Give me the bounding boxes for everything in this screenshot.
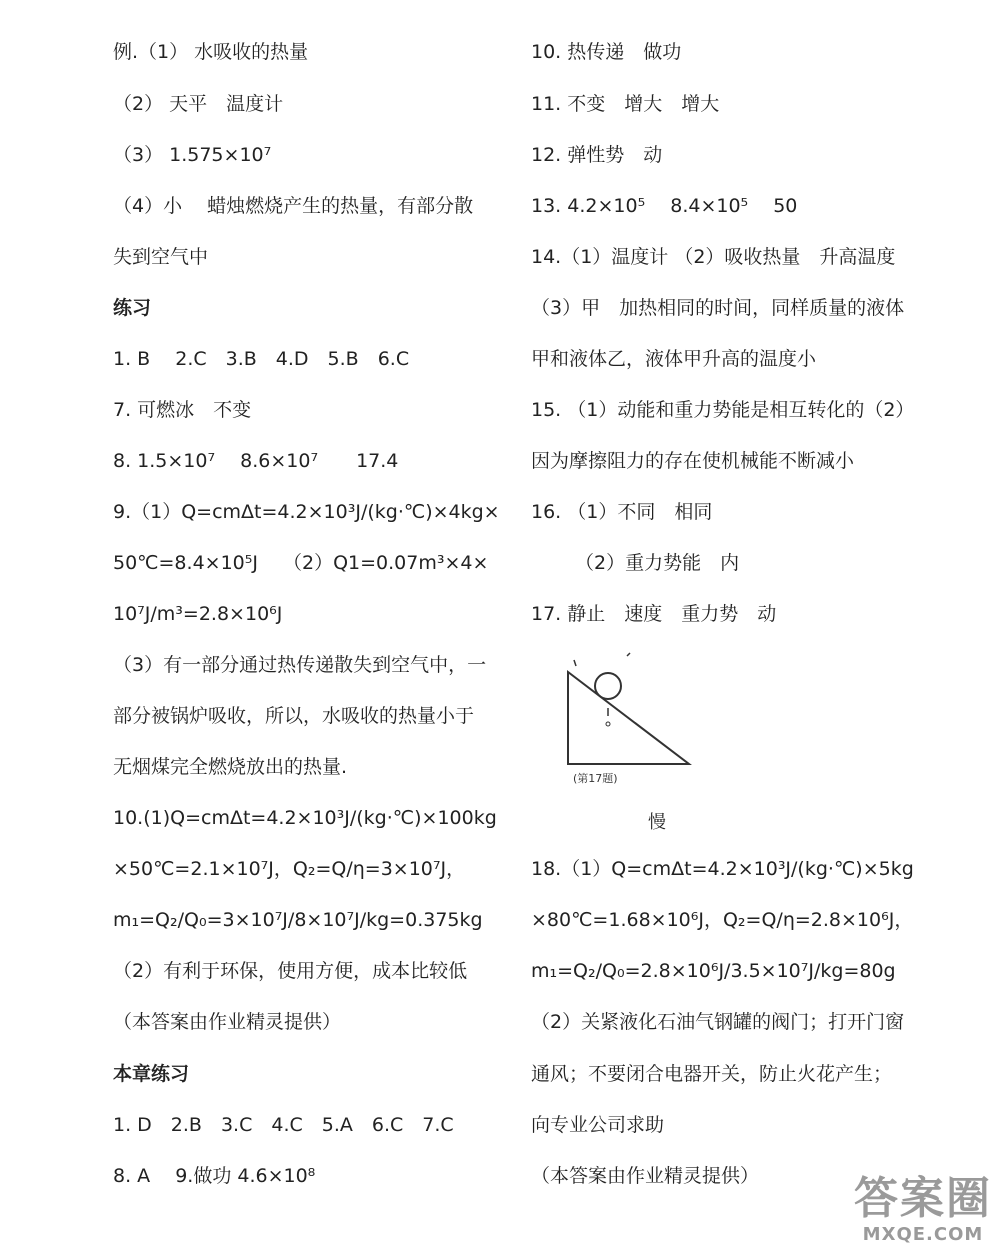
answer-line: 无烟煤完全燃烧放出的热量. bbox=[113, 756, 348, 778]
answer-line: （2） 天平 温度计 bbox=[113, 93, 284, 115]
answer-line: 15. （1）动能和重力势能是相互转化的（2） bbox=[531, 399, 915, 421]
answer-line: 1. B 2.C 3.B 4.D 5.B 6.C bbox=[113, 348, 410, 370]
answer-line: 8. A 9.做功 4.6×10⁸ bbox=[113, 1165, 316, 1187]
answer-line: 10.(1)Q=cmΔt=4.2×10³J/(kg·℃)×100kg bbox=[113, 807, 497, 829]
answer-line: 10. 热传递 做功 bbox=[531, 41, 682, 63]
ball-icon bbox=[595, 673, 621, 699]
answer-line: ×50℃=2.1×10⁷J，Q₂=Q/η=3×10⁷J， bbox=[113, 858, 466, 880]
answer-line: （本答案由作业精灵提供） bbox=[531, 1165, 760, 1187]
figure-caption: (第17题) bbox=[573, 772, 618, 785]
answer-line: ×80℃=1.68×10⁶J，Q₂=Q/η=2.8×10⁶J， bbox=[531, 909, 914, 931]
answer-line: 17. 静止 速度 重力势 动 bbox=[531, 603, 777, 625]
answer-line: 12. 弹性势 动 bbox=[531, 144, 663, 166]
answer-line: 部分被锅炉吸收，所以，水吸收的热量小于 bbox=[113, 705, 475, 727]
answer-line: 失到空气中 bbox=[113, 246, 209, 268]
answer-line: （2）有利于环保，使用方便，成本比较低 bbox=[113, 960, 468, 982]
answer-line: 例.（1） 水吸收的热量 bbox=[113, 41, 309, 63]
dot-mark bbox=[606, 722, 610, 726]
answer-line: 11. 不变 增大 增大 bbox=[531, 93, 720, 115]
answer-line: （2）重力势能 内 bbox=[575, 552, 740, 574]
answer-line: 7. 可燃冰 不变 bbox=[113, 399, 252, 421]
section-heading: 本章练习 bbox=[113, 1063, 190, 1085]
answer-line: m₁=Q₂/Q₀=3×10⁷J/8×10⁷J/kg=0.375kg bbox=[113, 909, 483, 931]
answer-line: （3）甲 加热相同的时间，同样质量的液体 bbox=[531, 297, 905, 319]
answer-line: （3）有一部分通过热传递散失到空气中，一 bbox=[113, 654, 487, 676]
watermark-logo bbox=[854, 1174, 992, 1245]
answer-line: 1. D 2.B 3.C 4.C 5.A 6.C 7.C bbox=[113, 1114, 454, 1136]
answer-line: 甲和液体乙，液体甲升高的温度小 bbox=[531, 348, 817, 370]
motion-tick bbox=[574, 660, 576, 666]
watermark-site: MXQE.COM bbox=[862, 1224, 984, 1245]
answer-line: 向专业公司求助 bbox=[531, 1114, 665, 1136]
answer-line: 因为摩擦阻力的存在使机械能不断减小 bbox=[531, 450, 855, 472]
answer-line: （3） 1.575×10⁷ bbox=[113, 144, 272, 166]
answer-line: 通风；不要闭合电器开关，防止火花产生； bbox=[531, 1063, 893, 1085]
figure-label: 慢 bbox=[648, 812, 666, 833]
section-heading: 练习 bbox=[113, 297, 152, 319]
answer-line: m₁=Q₂/Q₀=2.8×10⁶J/3.5×10⁷J/kg=80g bbox=[531, 960, 896, 982]
answer-line: 50℃=8.4×10⁵J （2）Q1=0.07m³×4× bbox=[113, 552, 489, 574]
incline-figure bbox=[565, 652, 700, 792]
motion-tick bbox=[627, 653, 630, 656]
answer-line: 18.（1）Q=cmΔt=4.2×10³J/(kg·℃)×5kg bbox=[531, 858, 914, 880]
answer-line: （2）关紧液化石油气钢罐的阀门；打开门窗 bbox=[531, 1011, 905, 1033]
answer-line: （本答案由作业精灵提供） bbox=[113, 1011, 342, 1033]
answer-line: 9.（1）Q=cmΔt=4.2×10³J/(kg·℃)×4kg× bbox=[113, 501, 500, 523]
watermark-title: 答案圈 bbox=[854, 1173, 992, 1224]
incline-diagram bbox=[565, 652, 700, 792]
answer-line: 8. 1.5×10⁷ 8.6×10⁷ 17.4 bbox=[113, 450, 399, 472]
answer-line: （4）小 蜡烛燃烧产生的热量，有部分散 bbox=[113, 195, 474, 217]
answer-line: 10⁷J/m³=2.8×10⁶J bbox=[113, 603, 283, 625]
answer-line: 13. 4.2×10⁵ 8.4×10⁵ 50 bbox=[531, 195, 798, 217]
incline-triangle bbox=[568, 672, 689, 764]
answer-line: 16. （1）不同 相同 bbox=[531, 501, 713, 523]
answer-line: 14.（1）温度计 （2）吸收热量 升高温度 bbox=[531, 246, 896, 268]
